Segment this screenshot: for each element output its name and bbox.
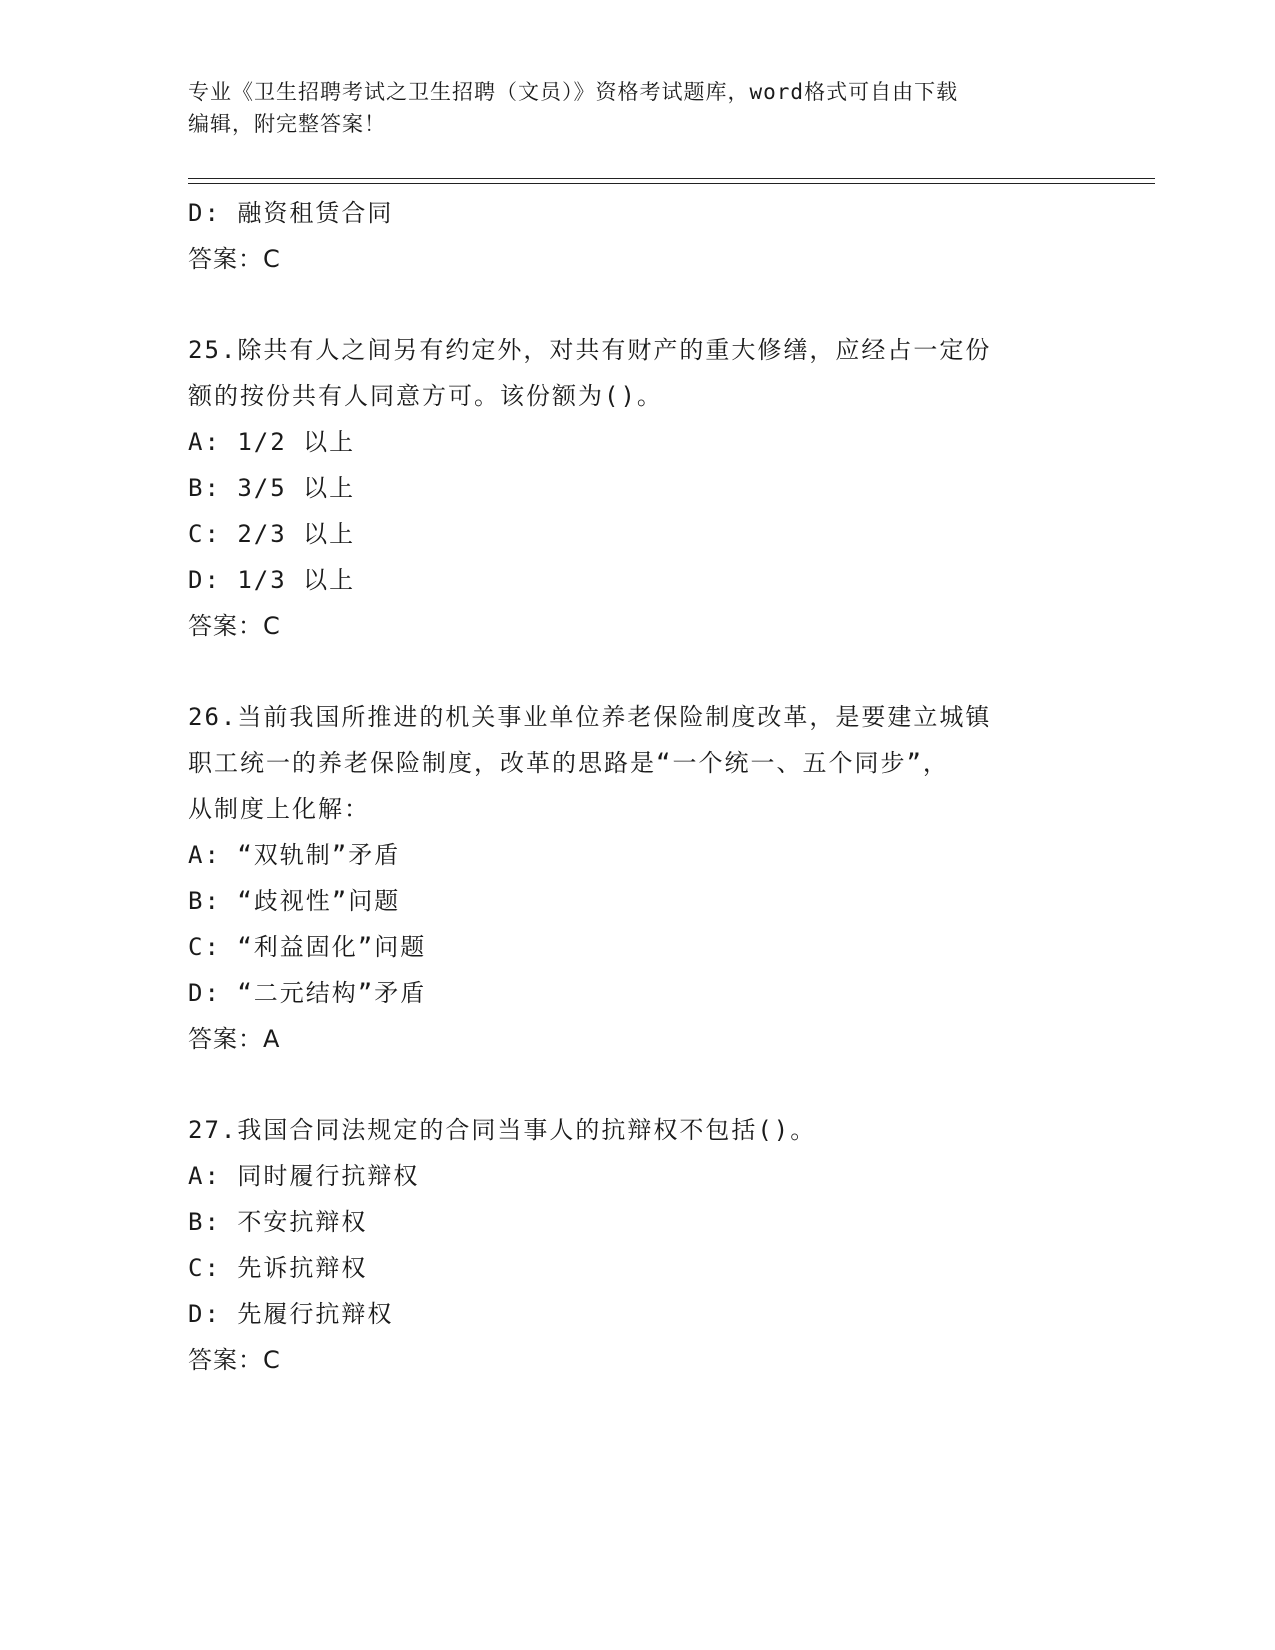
option-b: B: 不安抗辩权 bbox=[188, 1208, 368, 1236]
option-c: C: 2/3 以上 bbox=[188, 520, 356, 548]
question-stem: 额的按份共有人同意方可。该份额为()。 bbox=[188, 382, 663, 410]
prev-question-tail bbox=[188, 190, 1088, 282]
question-stem: 25.除共有人之间另有约定外，对共有财产的重大修缮，应经占一定份 bbox=[188, 336, 992, 364]
option-c: C: 先诉抗辩权 bbox=[188, 1254, 368, 1282]
question-stem: 职工统一的养老保险制度，改革的思路是“一个统一、五个同步”， bbox=[188, 749, 949, 777]
option-d: D: “二元结构”矛盾 bbox=[188, 979, 427, 1007]
header-line-2: 编辑，附完整答案！ bbox=[188, 112, 386, 136]
header-divider-bottom bbox=[188, 183, 1155, 184]
question-stem: 27.我国合同法规定的合同当事人的抗辩权不包括()。 bbox=[188, 1116, 817, 1144]
option-d: D: 先履行抗辩权 bbox=[188, 1300, 394, 1328]
answer-line: 答案：C bbox=[188, 245, 281, 273]
spacer bbox=[188, 282, 1088, 327]
question-stem: 从制度上化解： bbox=[188, 795, 370, 823]
question-stem: 26.当前我国所推进的机关事业单位养老保险制度改革，是要建立城镇 bbox=[188, 703, 992, 731]
answer-line: 答案：C bbox=[188, 612, 281, 640]
option-a: A: “双轨制”矛盾 bbox=[188, 841, 401, 869]
option-c: C: “利益固化”问题 bbox=[188, 933, 427, 961]
option-b: B: “歧视性”问题 bbox=[188, 887, 401, 915]
option-a: A: 同时履行抗辩权 bbox=[188, 1162, 420, 1190]
question-25 bbox=[188, 327, 1088, 649]
spacer bbox=[188, 649, 1088, 694]
header-line-1: 专业《卫生招聘考试之卫生招聘（文员）》资格考试题库，word格式可自由下载 bbox=[188, 80, 959, 104]
question-27 bbox=[188, 1107, 1088, 1383]
document-body bbox=[188, 190, 1088, 1383]
header-divider-top bbox=[188, 178, 1155, 179]
option-a: A: 1/2 以上 bbox=[188, 428, 356, 456]
answer-line: 答案：A bbox=[188, 1025, 281, 1053]
document-header bbox=[188, 76, 1088, 140]
answer-line: 答案：C bbox=[188, 1346, 281, 1374]
spacer bbox=[188, 1062, 1088, 1107]
question-26 bbox=[188, 694, 1088, 1062]
option-b: B: 3/5 以上 bbox=[188, 474, 356, 502]
option-d: D: 融资租赁合同 bbox=[188, 199, 394, 227]
option-d: D: 1/3 以上 bbox=[188, 566, 356, 594]
